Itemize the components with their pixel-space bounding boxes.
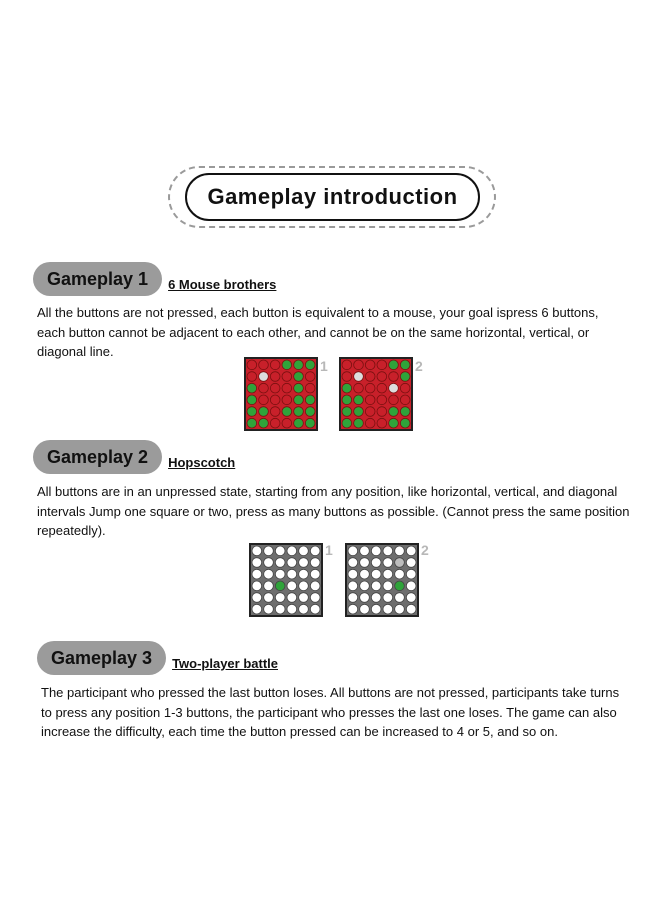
board-button xyxy=(305,418,315,428)
section-gameplay-1 xyxy=(33,262,276,296)
game-board-diagram xyxy=(244,357,318,431)
board-button xyxy=(406,558,416,568)
board-button xyxy=(305,372,315,382)
board-button xyxy=(383,558,393,568)
board-button xyxy=(275,546,285,556)
board-button xyxy=(348,546,358,556)
board-button xyxy=(348,581,358,591)
board-button xyxy=(383,546,393,556)
board-button xyxy=(252,546,262,556)
board-button xyxy=(342,395,352,405)
diagram-number: 1 xyxy=(320,358,328,374)
board-button xyxy=(287,546,297,556)
board-button xyxy=(348,558,358,568)
board-button xyxy=(299,546,309,556)
diagram-number: 2 xyxy=(421,542,429,558)
board-button xyxy=(354,360,364,370)
board-button xyxy=(282,407,292,417)
board-button xyxy=(389,418,399,428)
board-button xyxy=(383,604,393,614)
board-button xyxy=(377,360,387,370)
board-button xyxy=(259,360,269,370)
board-button xyxy=(342,418,352,428)
board-grid xyxy=(341,359,411,429)
board-button xyxy=(377,407,387,417)
board-button xyxy=(365,418,375,428)
board-button xyxy=(395,569,405,579)
board-button xyxy=(282,418,292,428)
game-board-diagram xyxy=(249,543,323,617)
board-button xyxy=(360,581,370,591)
board-button xyxy=(342,383,352,393)
board-button xyxy=(287,569,297,579)
board-button xyxy=(360,593,370,603)
board-button xyxy=(365,407,375,417)
board-button xyxy=(294,395,304,405)
board-button xyxy=(252,569,262,579)
board-button xyxy=(342,407,352,417)
board-button xyxy=(365,383,375,393)
board-button xyxy=(282,360,292,370)
board-button xyxy=(389,360,399,370)
board-button xyxy=(305,383,315,393)
board-button xyxy=(270,395,280,405)
board-button xyxy=(365,372,375,382)
board-button xyxy=(395,558,405,568)
board-button xyxy=(264,546,274,556)
board-button xyxy=(406,569,416,579)
board-button xyxy=(247,360,257,370)
board-button xyxy=(371,569,381,579)
board-button xyxy=(264,593,274,603)
board-button xyxy=(348,604,358,614)
board-button xyxy=(305,360,315,370)
board-button xyxy=(383,569,393,579)
board-button xyxy=(389,395,399,405)
board-button xyxy=(264,558,274,568)
board-button xyxy=(264,581,274,591)
board-button xyxy=(389,383,399,393)
board-button xyxy=(395,604,405,614)
board-button xyxy=(310,581,320,591)
board-button xyxy=(294,383,304,393)
board-button xyxy=(371,604,381,614)
section-subtitle: Two-player battle xyxy=(172,656,279,671)
board-button xyxy=(400,372,410,382)
board-button xyxy=(377,418,387,428)
board-button xyxy=(275,593,285,603)
board-button xyxy=(406,593,416,603)
board-button xyxy=(310,593,320,603)
diagram-number: 2 xyxy=(415,358,423,374)
section-gameplay-3 xyxy=(37,641,278,675)
board-button xyxy=(294,372,304,382)
board-button xyxy=(371,546,381,556)
board-button xyxy=(354,407,364,417)
board-button xyxy=(252,593,262,603)
board-button xyxy=(275,558,285,568)
board-button xyxy=(354,372,364,382)
board-button xyxy=(406,581,416,591)
board-grid xyxy=(251,545,321,615)
board-button xyxy=(395,593,405,603)
board-button xyxy=(299,604,309,614)
game-board-diagram xyxy=(345,543,419,617)
board-button xyxy=(247,395,257,405)
board-button xyxy=(377,372,387,382)
board-button xyxy=(400,407,410,417)
board-button xyxy=(287,604,297,614)
board-button xyxy=(282,372,292,382)
board-button xyxy=(371,581,381,591)
board-button xyxy=(247,383,257,393)
board-button xyxy=(342,360,352,370)
board-button xyxy=(371,558,381,568)
board-button xyxy=(259,395,269,405)
board-button xyxy=(259,407,269,417)
board-button xyxy=(299,558,309,568)
board-button xyxy=(395,581,405,591)
game-board-diagram xyxy=(339,357,413,431)
board-button xyxy=(348,593,358,603)
board-button xyxy=(270,360,280,370)
board-grid xyxy=(246,359,316,429)
board-button xyxy=(360,546,370,556)
board-button xyxy=(287,558,297,568)
section-description: All the buttons are not pressed, each button is equivalent to a mouse, your goal ispress 6 buttons, each button cannot be adjacent to each other, and cannot be on the same horizontal, vertical, or diagonal line. xyxy=(37,305,599,359)
board-button xyxy=(310,546,320,556)
board-button xyxy=(400,418,410,428)
board-button xyxy=(252,558,262,568)
board-button xyxy=(406,604,416,614)
board-button xyxy=(275,581,285,591)
section-label: Gameplay 1 xyxy=(33,262,162,296)
board-button xyxy=(299,581,309,591)
board-button xyxy=(400,360,410,370)
section-label: Gameplay 3 xyxy=(37,641,166,675)
page-title: Gameplay introduction xyxy=(185,173,480,221)
board-button xyxy=(305,407,315,417)
board-button xyxy=(310,604,320,614)
board-button xyxy=(400,395,410,405)
section-subtitle: Hopscotch xyxy=(168,455,236,470)
board-button xyxy=(270,418,280,428)
board-button xyxy=(348,569,358,579)
section-label: Gameplay 2 xyxy=(33,440,162,474)
board-button xyxy=(365,395,375,405)
board-button xyxy=(247,372,257,382)
board-button xyxy=(259,372,269,382)
section-subtitle: 6 Mouse brothers xyxy=(168,277,277,292)
board-button xyxy=(287,593,297,603)
board-button xyxy=(299,593,309,603)
board-button xyxy=(282,383,292,393)
board-button xyxy=(389,407,399,417)
board-button xyxy=(247,407,257,417)
section-description: The participant who pressed the last button loses. All buttons are not pressed, participants take turns to press any position 1-3 buttons, the participant who presses the last one loses. The game can also increase the difficulty, each time the button pressed can be increased to 4 or 5, and so on. xyxy=(41,685,620,739)
board-button xyxy=(365,360,375,370)
board-button xyxy=(377,395,387,405)
board-button xyxy=(377,383,387,393)
board-button xyxy=(310,569,320,579)
board-button xyxy=(247,418,257,428)
board-button xyxy=(270,407,280,417)
board-button xyxy=(389,372,399,382)
board-button xyxy=(282,395,292,405)
board-button xyxy=(275,569,285,579)
board-button xyxy=(270,383,280,393)
board-button xyxy=(259,418,269,428)
board-button xyxy=(383,581,393,591)
board-button xyxy=(252,581,262,591)
board-button xyxy=(354,418,364,428)
board-button xyxy=(287,581,297,591)
board-button xyxy=(264,604,274,614)
board-button xyxy=(294,407,304,417)
board-button xyxy=(310,558,320,568)
board-button xyxy=(360,604,370,614)
board-button xyxy=(360,569,370,579)
board-button xyxy=(264,569,274,579)
board-grid xyxy=(347,545,417,615)
section-gameplay-2 xyxy=(33,440,235,474)
board-button xyxy=(270,372,280,382)
board-button xyxy=(371,593,381,603)
section-description: All buttons are in an unpressed state, starting from any position, like horizontal, vertical, and diagonal intervals Jump one square or two, press as many buttons as possible. (Cannot press the same position repeatedly). xyxy=(37,484,630,538)
board-button xyxy=(354,383,364,393)
board-button xyxy=(406,546,416,556)
board-button xyxy=(294,418,304,428)
board-button xyxy=(400,383,410,393)
diagram-number: 1 xyxy=(325,542,333,558)
board-button xyxy=(395,546,405,556)
board-button xyxy=(342,372,352,382)
board-button xyxy=(294,360,304,370)
board-button xyxy=(305,395,315,405)
board-button xyxy=(252,604,262,614)
board-button xyxy=(360,558,370,568)
board-button xyxy=(275,604,285,614)
board-button xyxy=(259,383,269,393)
board-button xyxy=(299,569,309,579)
board-button xyxy=(383,593,393,603)
board-button xyxy=(354,395,364,405)
